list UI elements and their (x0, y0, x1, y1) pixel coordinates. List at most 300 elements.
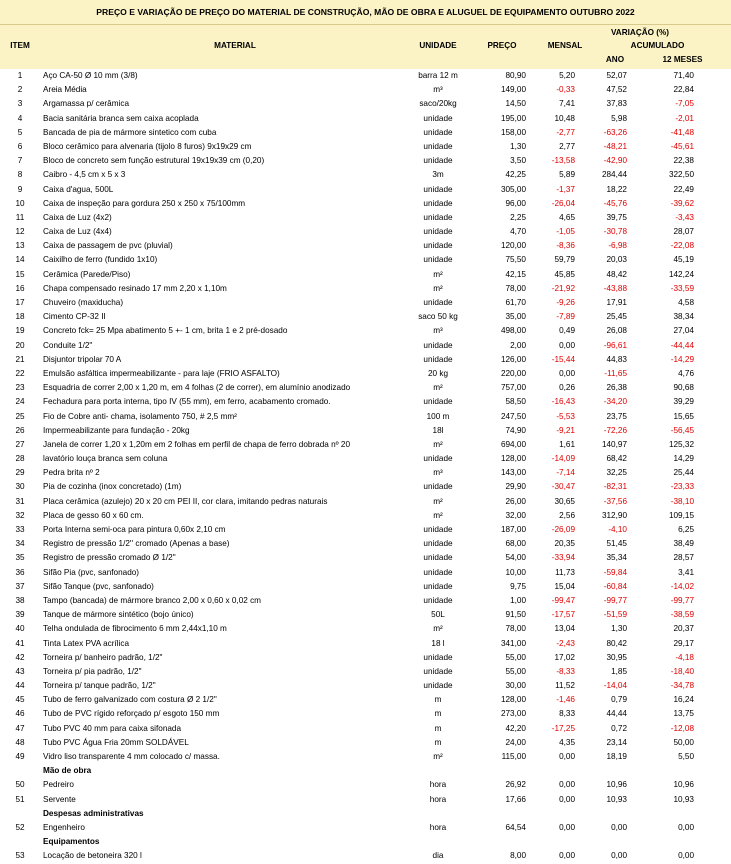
table-title: PREÇO E VARIAÇÃO DE PREÇO DO MATERIAL DE CONSTRUÇÃO, MÃO DE OBRA E ALUGUEL DE EQUIPAMENTO OUTUBRO 2022 (0, 0, 731, 25)
twelve-month-variation-cell: 125,32 (668, 439, 694, 449)
twelve-month-variation-cell: -14,02 (670, 581, 694, 591)
year-variation-cell: 80,42 (606, 638, 627, 648)
twelve-month-variation-cell: 20,37 (673, 624, 694, 634)
material-cell: Impermeabilizante para fundação - 20kg (43, 425, 190, 435)
year-variation-cell: 23,14 (606, 737, 627, 747)
price-cell: 305,00 (500, 184, 526, 194)
unit-cell: hora (429, 780, 447, 790)
year-variation-cell: 52,07 (606, 71, 627, 80)
item-cell: 26 (15, 425, 25, 435)
unit-cell: unidade (423, 156, 453, 166)
monthly-variation-cell: 0,00 (559, 368, 575, 378)
twelve-month-variation-cell: 45,19 (673, 255, 694, 265)
twelve-month-variation-cell: 13,75 (673, 709, 694, 719)
year-variation-cell: -45,76 (603, 198, 627, 208)
header-mensal: MENSAL (547, 41, 583, 50)
year-variation-cell: 20,03 (606, 255, 627, 265)
year-variation-cell: -4,10 (608, 525, 627, 534)
header-material: MATERIAL (214, 41, 256, 50)
monthly-variation-cell: -5,53 (556, 411, 575, 421)
item-cell: 17 (15, 298, 25, 307)
monthly-variation-cell: -30,47 (551, 482, 575, 492)
material-cell: Caixa de inspeção para gordura 250 x 250 x 75/100mm (43, 198, 246, 208)
material-cell: Fio de Cobre anti- chama, isolamento 750, # 2,5 mm² (43, 411, 237, 421)
item-cell: 12 (15, 227, 25, 237)
price-cell: 26,00 (505, 496, 526, 506)
unit-cell: m² (433, 510, 443, 520)
item-cell: 43 (15, 666, 25, 676)
item-cell: 13 (15, 241, 25, 251)
item-cell: 41 (15, 638, 25, 648)
year-variation-cell: -72,26 (603, 425, 627, 435)
year-variation-cell: -30,78 (603, 227, 627, 237)
unit-cell: m² (433, 283, 443, 293)
unit-cell: 3m (432, 170, 444, 180)
table-row (0, 168, 731, 182)
item-cell: 35 (15, 553, 25, 563)
item-cell: 18 (15, 312, 25, 322)
price-cell: 120,00 (500, 241, 526, 251)
table-row (0, 154, 731, 168)
table-row (0, 253, 731, 267)
year-variation-cell: 10,96 (606, 780, 627, 790)
item-cell: 29 (15, 468, 25, 478)
table-row (0, 324, 731, 338)
price-cell: 64,54 (505, 822, 526, 832)
year-variation-cell: 10,93 (606, 794, 627, 804)
table-row (0, 296, 731, 310)
table-row (0, 310, 731, 324)
material-cell: Cimento CP-32 II (43, 312, 106, 322)
unit-cell: 50L (431, 610, 445, 620)
unit-cell: unidade (423, 113, 453, 123)
unit-cell: unidade (423, 454, 453, 464)
twelve-month-variation-cell: -22,08 (670, 241, 694, 251)
table-row (0, 665, 731, 679)
table-row (0, 523, 731, 537)
item-cell: 22 (15, 368, 25, 378)
twelve-month-variation-cell: 22,84 (673, 85, 694, 95)
price-cell: 9,75 (510, 581, 526, 591)
item-cell: 14 (15, 255, 25, 265)
table-row (0, 736, 731, 750)
unit-cell: 18 l (431, 638, 445, 648)
item-cell: 3 (17, 99, 23, 109)
monthly-variation-cell: 4,35 (559, 737, 575, 747)
year-variation-cell: -11,65 (604, 368, 627, 378)
twelve-month-variation-cell: 142,24 (668, 269, 694, 279)
year-variation-cell: -82,31 (603, 482, 627, 492)
twelve-month-variation-cell: 6,25 (678, 525, 694, 534)
price-cell: 42,25 (505, 170, 526, 180)
item-cell: 42 (15, 652, 25, 662)
material-cell: Aço CA-50 Ø 10 mm (3/8) (43, 71, 138, 80)
unit-cell: unidade (423, 340, 453, 350)
year-variation-cell: -43,88 (603, 283, 627, 293)
table-row (0, 112, 731, 126)
twelve-month-variation-cell: 38,34 (673, 312, 694, 322)
table-row (0, 452, 731, 466)
table-row (0, 225, 731, 239)
item-cell: 31 (15, 496, 25, 506)
item-cell: 24 (15, 397, 25, 407)
table-row (0, 622, 731, 636)
item-cell: 28 (15, 454, 25, 464)
unit-cell: saco 50 kg (418, 312, 458, 322)
material-cell: Cerâmica (Parede/Piso) (43, 269, 131, 279)
material-cell: Concreto fck= 25 Mpa abatimento 5 +- 1 cm, brita 1 e 2 pré-dosado (43, 326, 288, 336)
table-row (0, 410, 731, 424)
item-cell: 23 (15, 383, 25, 393)
monthly-variation-cell: 10,48 (554, 113, 575, 123)
item-cell: 25 (15, 411, 25, 421)
section-label: Mão de obra (43, 766, 92, 776)
unit-cell: m³ (433, 326, 443, 336)
twelve-month-variation-cell: -4,18 (675, 652, 694, 662)
material-cell: Engenheiro (43, 822, 85, 832)
year-variation-cell: 0,00 (611, 851, 627, 861)
material-cell: Pedreiro (43, 780, 74, 790)
item-cell: 46 (15, 709, 25, 719)
unit-cell: m³ (433, 85, 443, 95)
price-cell: 220,00 (500, 368, 526, 378)
monthly-variation-cell: -13,58 (551, 156, 575, 166)
unit-cell: unidade (423, 666, 453, 676)
twelve-month-variation-cell: 109,15 (668, 510, 694, 520)
price-cell: 8,00 (510, 851, 526, 861)
price-cell: 498,00 (500, 326, 526, 336)
price-cell: 126,00 (500, 354, 526, 364)
table-row (0, 537, 731, 551)
table-row (0, 793, 731, 807)
monthly-variation-cell: 4,65 (559, 212, 575, 222)
material-cell: Sifão Tanque (pvc, sanfonado) (43, 581, 154, 591)
table-row (0, 551, 731, 565)
monthly-variation-cell: 45,85 (554, 269, 575, 279)
material-cell: Torneira p/ tanque padrão, 1/2" (43, 681, 156, 691)
item-cell: 45 (15, 695, 25, 705)
price-cell: 4,70 (510, 227, 526, 237)
material-cell: Chapa compensado resinado 17 mm 2,20 x 1,10m (43, 283, 227, 293)
monthly-variation-cell: 1,61 (559, 439, 575, 449)
twelve-month-variation-cell: -41,48 (670, 127, 694, 137)
twelve-month-variation-cell: -2,01 (675, 113, 694, 123)
price-cell: 341,00 (500, 638, 526, 648)
price-cell: 32,00 (505, 510, 526, 520)
header-ano: ANO (605, 55, 625, 64)
table-row (0, 381, 731, 395)
twelve-month-variation-cell: -44,44 (670, 340, 694, 350)
material-cell: Caixa de Luz (4x2) (43, 212, 112, 222)
price-cell: 1,30 (510, 141, 526, 151)
unit-cell: hora (429, 794, 447, 804)
twelve-month-variation-cell: 4,58 (678, 298, 694, 307)
twelve-month-variation-cell: -38,10 (670, 496, 694, 506)
material-cell: Fechadura para porta interna, tipo IV (55 mm), em ferro, acabamento cromado. (43, 397, 331, 407)
item-cell: 21 (15, 354, 25, 364)
twelve-month-variation-cell: 322,50 (668, 170, 694, 180)
monthly-variation-cell: -8,36 (556, 241, 575, 251)
year-variation-cell: -99,77 (603, 595, 627, 605)
price-cell: 187,00 (500, 525, 526, 534)
table-row (0, 211, 731, 225)
material-cell: Sifão Pia (pvc, sanfonado) (43, 567, 140, 577)
twelve-month-variation-cell: -14,29 (670, 354, 694, 364)
monthly-variation-cell: -17,57 (551, 610, 575, 620)
material-cell: Tubo PVC Água Fria 20mm SOLDÁVEL (43, 737, 189, 747)
header-acumulado: ACUMULADO (630, 41, 685, 50)
item-cell: 49 (15, 752, 25, 761)
monthly-variation-cell: -14,09 (551, 454, 575, 464)
year-variation-cell: -42,90 (603, 156, 627, 166)
year-variation-cell: 312,90 (601, 510, 627, 520)
twelve-month-variation-cell: 15,65 (673, 411, 694, 421)
twelve-month-variation-cell: 0,00 (678, 851, 694, 861)
price-cell: 24,00 (505, 737, 526, 747)
price-cell: 149,00 (500, 85, 526, 95)
price-cell: 29,90 (505, 482, 526, 492)
material-cell: Caixa de passagem de pvc (pluvial) (43, 241, 173, 251)
table-row (0, 480, 731, 494)
monthly-variation-cell: 11,52 (555, 681, 575, 691)
price-cell: 61,70 (505, 298, 526, 307)
twelve-month-variation-cell: -34,78 (670, 681, 694, 691)
item-cell: 44 (15, 681, 25, 691)
table-row (0, 750, 731, 764)
item-cell: 32 (15, 510, 25, 520)
price-cell: 78,00 (505, 283, 526, 293)
year-variation-cell: -51,59 (603, 610, 627, 620)
table-row (0, 69, 731, 83)
monthly-variation-cell: -16,43 (551, 397, 575, 407)
material-cell: Placa de gesso 60 x 60 cm. (43, 510, 144, 520)
price-cell: 158,00 (500, 127, 526, 137)
monthly-variation-cell: -0,33 (556, 85, 575, 95)
material-cell: Conduite 1/2" (43, 340, 93, 350)
monthly-variation-cell: 0,49 (559, 326, 575, 336)
monthly-variation-cell: 8,33 (559, 709, 575, 719)
item-cell: 47 (15, 723, 25, 733)
price-cell: 3,50 (510, 156, 526, 166)
year-variation-cell: 18,22 (606, 184, 627, 194)
twelve-month-variation-cell: 4,76 (678, 368, 694, 378)
price-cell: 74,90 (505, 425, 526, 435)
unit-cell: unidade (423, 298, 453, 307)
table-row (0, 140, 731, 154)
year-variation-cell: 0,79 (611, 695, 627, 705)
twelve-month-variation-cell: 28,57 (673, 553, 694, 563)
unit-cell: unidade (423, 553, 453, 563)
year-variation-cell: 68,42 (606, 454, 627, 464)
year-variation-cell: -14,04 (603, 681, 627, 691)
unit-cell: saco/20kg (419, 99, 457, 109)
material-cell: Servente (43, 794, 76, 804)
unit-cell: m (434, 695, 442, 705)
unit-cell: unidade (423, 255, 453, 265)
monthly-variation-cell: -9,26 (556, 298, 575, 307)
unit-cell: unidade (423, 397, 453, 407)
year-variation-cell: 37,83 (606, 99, 627, 109)
monthly-variation-cell: 5,89 (559, 170, 575, 180)
table-row (0, 367, 731, 381)
price-cell: 17,66 (505, 794, 526, 804)
material-cell: Pedra brita nº 2 (43, 468, 100, 478)
unit-cell: dia (432, 851, 444, 861)
section-label: Equipamentos (43, 837, 100, 847)
item-cell: 19 (15, 326, 25, 336)
material-cell: Tampo (bancada) de mármore branco 2,00 x 0,60 x 0,02 cm (43, 595, 261, 605)
table-row (0, 438, 731, 452)
table-row (0, 339, 731, 353)
unit-cell: unidade (423, 595, 453, 605)
unit-cell: hora (429, 822, 447, 832)
price-cell: 42,20 (505, 723, 526, 733)
unit-cell: m² (433, 624, 443, 634)
monthly-variation-cell: 0,00 (559, 851, 575, 861)
item-cell: 38 (15, 595, 25, 605)
year-variation-cell: 39,75 (606, 212, 627, 222)
year-variation-cell: 26,38 (606, 383, 627, 393)
year-variation-cell: 25,45 (606, 312, 627, 322)
price-cell: 68,00 (505, 539, 526, 549)
material-cell: Tubo PVC 40 mm para caixa sifonada (43, 723, 182, 733)
year-variation-cell: 44,44 (606, 709, 627, 719)
unit-cell: m (434, 737, 442, 747)
section-label: Despesas administrativas (43, 808, 144, 818)
unit-cell: 20 kg (427, 368, 449, 378)
unit-cell: unidade (423, 482, 453, 492)
material-cell: Torneira p/ banheiro padrão, 1/2" (43, 652, 163, 662)
monthly-variation-cell: 59,79 (554, 255, 575, 265)
unit-cell: unidade (423, 141, 453, 151)
price-cell: 54,00 (505, 553, 526, 563)
unit-cell: m² (433, 439, 443, 449)
material-cell: Emulsão asfáltica impermeabilizante - para laje (FRIO ASFALTO) (43, 368, 280, 378)
price-cell: 143,00 (500, 468, 526, 478)
twelve-month-variation-cell: 14,29 (673, 454, 694, 464)
section-row (0, 835, 731, 849)
item-cell: 40 (15, 624, 25, 634)
table-row (0, 353, 731, 367)
monthly-variation-cell: 5,20 (559, 71, 575, 80)
monthly-variation-cell: -26,04 (551, 198, 575, 208)
material-cell: Caixa de Luz (4x4) (43, 227, 112, 237)
table-header (0, 25, 731, 69)
unit-cell: unidade (423, 198, 453, 208)
material-cell: Registro de pressão cromado Ø 1/2" (43, 553, 176, 563)
item-cell: 15 (15, 269, 25, 279)
material-cell: Tubo de ferro galvanizado com costura Ø 2 1/2" (43, 695, 217, 705)
twelve-month-variation-cell: -12,08 (670, 723, 694, 733)
table-row (0, 679, 731, 693)
table-row (0, 580, 731, 594)
item-cell: 37 (15, 581, 25, 591)
material-cell: Vidro liso transparente 4 mm colocado c/ massa. (43, 752, 220, 761)
unit-cell: unidade (423, 581, 453, 591)
year-variation-cell: 30,95 (606, 652, 627, 662)
year-variation-cell: 5,98 (611, 113, 627, 123)
year-variation-cell: 140,97 (601, 439, 627, 449)
price-cell: 128,00 (500, 695, 526, 705)
monthly-variation-cell: -2,77 (556, 127, 575, 137)
table-body (0, 69, 731, 864)
material-cell: Tanque de mármore sintético (bojo único) (43, 610, 194, 620)
monthly-variation-cell: 0,00 (559, 780, 575, 790)
year-variation-cell: 0,00 (611, 822, 627, 832)
unit-cell: unidade (423, 681, 453, 691)
table-row (0, 821, 731, 835)
material-cell: Esquadria de correr 2,00 x 1,20 m, em 4 folhas (2 de correr), em alumínio anodizado (43, 383, 351, 393)
material-cell: Janela de correr 1,20 x 1,20m em 2 folhas em perfil de chapa de ferro dobrada nº 20 (43, 439, 351, 449)
table-row (0, 83, 731, 97)
monthly-variation-cell: 7,41 (559, 99, 575, 109)
price-cell: 80,90 (505, 71, 526, 80)
price-cell: 58,50 (505, 397, 526, 407)
table-row (0, 594, 731, 608)
twelve-month-variation-cell: -99,77 (670, 595, 694, 605)
twelve-month-variation-cell: 28,07 (673, 227, 694, 237)
twelve-month-variation-cell: 71,40 (673, 71, 694, 80)
price-cell: 273,00 (500, 709, 526, 719)
item-cell: 6 (17, 141, 23, 151)
year-variation-cell: 1,30 (611, 624, 627, 634)
material-cell: Chuveiro (maxiducha) (43, 298, 124, 307)
monthly-variation-cell: 20,35 (554, 539, 575, 549)
material-cell: Bancada de pia de mármore sintetico com cuba (43, 127, 217, 137)
unit-cell: barra 12 m (418, 71, 458, 80)
price-cell: 14,50 (505, 99, 526, 109)
price-cell: 55,00 (505, 652, 526, 662)
material-cell: Porta Interna semi-oca para pintura 0,60x 2,10 cm (43, 525, 226, 534)
item-cell: 34 (15, 539, 25, 549)
section-row (0, 807, 731, 821)
twelve-month-variation-cell: 29,17 (673, 638, 694, 648)
table-row (0, 637, 731, 651)
item-cell: 52 (15, 822, 25, 832)
item-cell: 30 (15, 482, 25, 492)
material-cell: Argamassa p/ cerâmica (43, 99, 130, 109)
price-cell: 30,00 (505, 681, 526, 691)
twelve-month-variation-cell: -18,40 (670, 666, 694, 676)
year-variation-cell: -63,26 (603, 127, 627, 137)
price-cell: 2,00 (510, 340, 526, 350)
material-cell: Registro de pressão 1/2'' cromado (Apenas a base) (43, 539, 230, 549)
monthly-variation-cell: -9,21 (556, 425, 575, 435)
twelve-month-variation-cell: 50,00 (673, 737, 694, 747)
price-cell: 75,50 (505, 255, 526, 265)
monthly-variation-cell: -33,94 (551, 553, 575, 563)
table-row (0, 424, 731, 438)
table-row (0, 608, 731, 622)
twelve-month-variation-cell: 25,44 (673, 468, 694, 478)
twelve-month-variation-cell: -38,59 (670, 610, 694, 620)
twelve-month-variation-cell: 39,29 (673, 397, 694, 407)
year-variation-cell: -37,56 (603, 496, 627, 506)
table-row (0, 97, 731, 111)
monthly-variation-cell: 11,73 (555, 567, 575, 577)
year-variation-cell: -96,61 (603, 340, 627, 350)
table-row (0, 395, 731, 409)
twelve-month-variation-cell: 10,93 (673, 794, 694, 804)
material-cell: Disjuntor tripolar 70 A (43, 354, 122, 364)
twelve-month-variation-cell: -3,43 (675, 212, 694, 222)
header-item: ITEM (10, 41, 30, 50)
monthly-variation-cell: 0,00 (559, 752, 575, 761)
table-row (0, 239, 731, 253)
year-variation-cell: 284,44 (601, 170, 627, 180)
unit-cell: m² (433, 496, 443, 506)
year-variation-cell: 44,83 (606, 354, 627, 364)
